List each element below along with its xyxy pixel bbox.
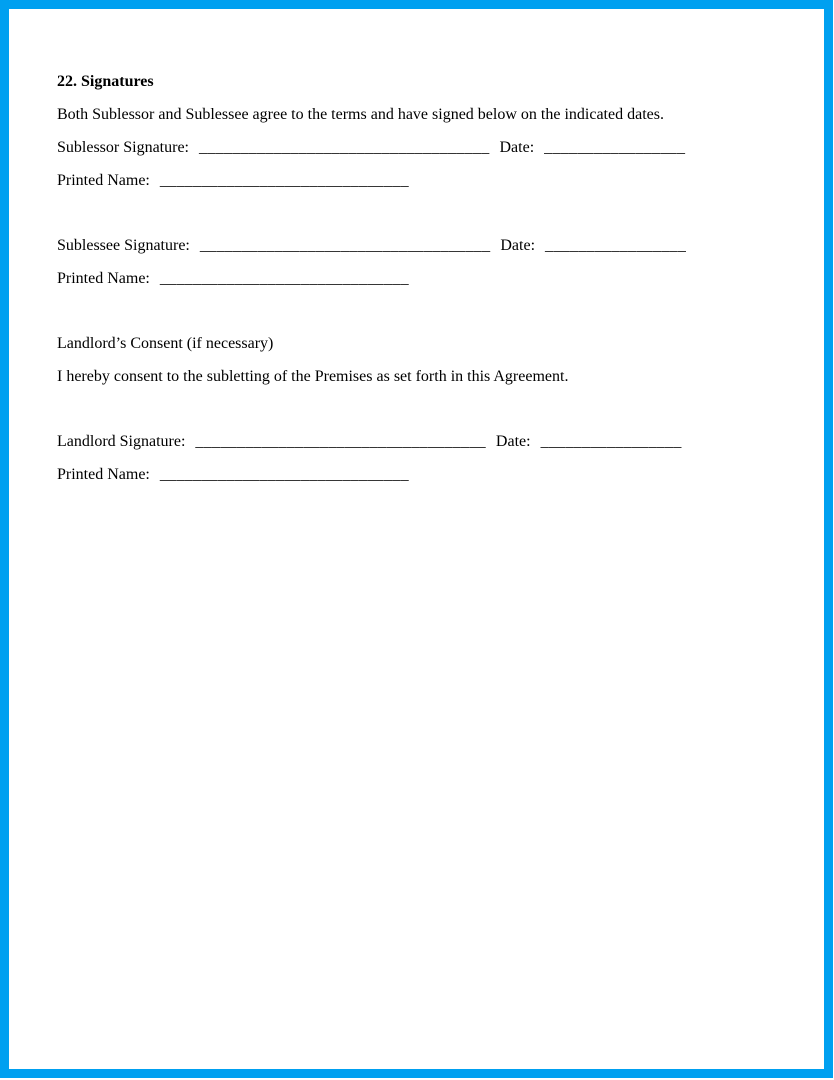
signature-row <box>57 236 784 256</box>
printed-name-label: Printed Name: <box>57 270 150 287</box>
signature-label: Sublessor Signature: <box>57 139 189 156</box>
landlord-consent-title: Landlord’s Consent (if necessary) <box>57 335 274 352</box>
landlord-consent-section <box>57 334 784 387</box>
signature-label: Landlord Signature: <box>57 433 186 450</box>
printed-name-line: ______________________________ <box>159 466 409 483</box>
printed-name-label: Printed Name: <box>57 466 150 483</box>
signature-line: ___________________________________ <box>199 237 491 254</box>
section-heading: 22. Signatures <box>57 73 154 90</box>
date-label: Date: <box>495 433 531 450</box>
printed-name-row <box>57 465 784 485</box>
signature-block-sublessee <box>57 236 784 289</box>
date-label: Date: <box>499 139 535 156</box>
signature-row <box>57 432 784 452</box>
printed-name-row <box>57 171 784 191</box>
date-line: _________________ <box>545 237 687 254</box>
signature-line: ___________________________________ <box>199 139 490 156</box>
date-label: Date: <box>500 237 536 254</box>
signature-block-landlord <box>57 432 784 485</box>
printed-name-line: ______________________________ <box>159 270 409 287</box>
date-line: _________________ <box>544 139 686 156</box>
document-content <box>9 9 824 485</box>
printed-name-line: ______________________________ <box>159 172 409 189</box>
signature-label: Sublessee Signature: <box>57 237 190 254</box>
printed-name-label: Printed Name: <box>57 172 150 189</box>
date-line: _________________ <box>540 433 682 450</box>
printed-name-row <box>57 269 784 289</box>
signature-block-sublessor <box>57 138 784 191</box>
intro-paragraph: Both Sublessor and Sublessee agree to the terms and have signed below on the indicated dates. <box>57 106 664 123</box>
signature-line: ___________________________________ <box>195 433 486 450</box>
signature-row <box>57 138 784 158</box>
landlord-consent-body: I hereby consent to the subletting of the Premises as set forth in this Agreement. <box>57 368 569 385</box>
